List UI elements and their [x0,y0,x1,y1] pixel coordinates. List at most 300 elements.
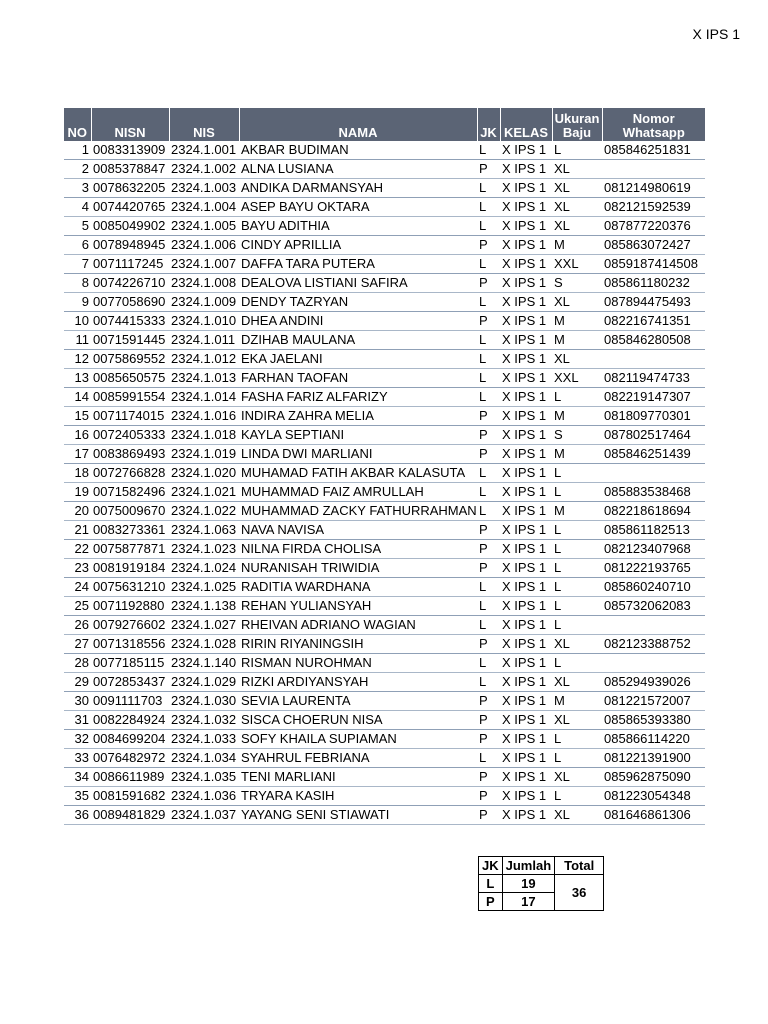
cell-nis: 2324.1.034 [169,749,239,768]
cell-ukuran-baju: L [552,616,602,635]
table-row [64,597,705,616]
cell-kelas: X IPS 1 [500,312,552,331]
cell-kelas: X IPS 1 [500,369,552,388]
cell-ukuran-baju: XL [552,160,602,179]
cell-nis: 2324.1.036 [169,787,239,806]
cell-whatsapp: 087802517464 [602,426,705,445]
cell-kelas: X IPS 1 [500,502,552,521]
table-row [64,578,705,597]
cell-nisn: 0071318556 [91,635,169,654]
table-row [64,160,705,179]
cell-whatsapp: 082123388752 [602,635,705,654]
cell-ukuran-baju: L [552,521,602,540]
cell-nisn: 0078948945 [91,236,169,255]
roster-body [64,141,705,825]
cell-ukuran-baju: L [552,483,602,502]
header-nama: NAMA [239,108,477,141]
cell-kelas: X IPS 1 [500,331,552,350]
cell-no: 9 [64,293,91,312]
summary-jk-p: P [479,893,503,911]
cell-whatsapp: 082218618694 [602,502,705,521]
table-row [64,635,705,654]
cell-ukuran-baju: L [552,787,602,806]
cell-nama: MUHAMMAD FAIZ AMRULLAH [239,483,477,502]
cell-whatsapp: 085866114220 [602,730,705,749]
cell-nisn: 0078632205 [91,179,169,198]
cell-nisn: 0081591682 [91,787,169,806]
table-row [64,236,705,255]
cell-nis: 2324.1.011 [169,331,239,350]
cell-ukuran-baju: L [552,749,602,768]
cell-nama: KAYLA SEPTIANI [239,426,477,445]
cell-ukuran-baju: XL [552,179,602,198]
cell-nisn: 0089481829 [91,806,169,825]
cell-no: 11 [64,331,91,350]
summary-jumlah-p: 17 [502,893,555,911]
cell-no: 29 [64,673,91,692]
header-ukuran-line2: Baju [562,125,592,140]
table-row [64,369,705,388]
table-row [64,350,705,369]
cell-nisn: 0082284924 [91,711,169,730]
cell-nisn: 0075877871 [91,540,169,559]
cell-no: 22 [64,540,91,559]
cell-no: 24 [64,578,91,597]
cell-kelas: X IPS 1 [500,768,552,787]
table-row [64,787,705,806]
cell-nis: 2324.1.007 [169,255,239,274]
cell-nama: SEVIA LAURENTA [239,692,477,711]
cell-nis: 2324.1.032 [169,711,239,730]
cell-whatsapp: 085294939026 [602,673,705,692]
table-row [64,274,705,293]
table-row [64,521,705,540]
cell-nis: 2324.1.009 [169,293,239,312]
cell-whatsapp: 085846280508 [602,331,705,350]
cell-no: 23 [64,559,91,578]
cell-nama: RHEIVAN ADRIANO WAGIAN [239,616,477,635]
cell-ukuran-baju: L [552,730,602,749]
cell-nisn: 0072766828 [91,464,169,483]
cell-nama: BAYU ADITHIA [239,217,477,236]
cell-jk: L [477,464,500,483]
cell-nama: SOFY KHAILA SUPIAMAN [239,730,477,749]
cell-jk: L [477,388,500,407]
cell-whatsapp: 085861182513 [602,521,705,540]
cell-nis: 2324.1.001 [169,141,239,160]
cell-jk: P [477,540,500,559]
cell-jk: P [477,711,500,730]
cell-whatsapp: 085865393380 [602,711,705,730]
cell-nama: FASHA FARIZ ALFARIZY [239,388,477,407]
cell-nisn: 0081919184 [91,559,169,578]
cell-whatsapp [602,350,705,369]
cell-no: 28 [64,654,91,673]
cell-whatsapp [602,654,705,673]
cell-ukuran-baju: M [552,236,602,255]
cell-nis: 2324.1.016 [169,407,239,426]
cell-kelas: X IPS 1 [500,255,552,274]
cell-jk: P [477,768,500,787]
cell-jk: L [477,673,500,692]
cell-kelas: X IPS 1 [500,350,552,369]
cell-kelas: X IPS 1 [500,578,552,597]
cell-jk: L [477,578,500,597]
cell-nama: NILNA FIRDA CHOLISA [239,540,477,559]
cell-whatsapp: 082216741351 [602,312,705,331]
cell-kelas: X IPS 1 [500,635,552,654]
cell-jk: L [477,502,500,521]
cell-nis: 2324.1.030 [169,692,239,711]
cell-nama: TRYARA KASIH [239,787,477,806]
cell-nis: 2324.1.023 [169,540,239,559]
cell-kelas: X IPS 1 [500,654,552,673]
cell-kelas: X IPS 1 [500,673,552,692]
table-row [64,768,705,787]
cell-nis: 2324.1.008 [169,274,239,293]
cell-jk: P [477,635,500,654]
cell-ukuran-baju: L [552,141,602,160]
cell-ukuran-baju: XL [552,673,602,692]
cell-nisn: 0074226710 [91,274,169,293]
cell-nama: MUHAMAD FATIH AKBAR KALASUTA [239,464,477,483]
cell-nama: YAYANG SENI STIAWATI [239,806,477,825]
cell-whatsapp: 087894475493 [602,293,705,312]
cell-ukuran-baju: XL [552,711,602,730]
cell-nisn: 0091111703 [91,692,169,711]
cell-jk: L [477,198,500,217]
cell-nis: 2324.1.022 [169,502,239,521]
cell-ukuran-baju: L [552,654,602,673]
cell-nisn: 0071591445 [91,331,169,350]
cell-nis: 2324.1.002 [169,160,239,179]
cell-nama: DZIHAB MAULANA [239,331,477,350]
cell-nama: RISMAN NUROHMAN [239,654,477,673]
cell-no: 8 [64,274,91,293]
cell-nis: 2324.1.014 [169,388,239,407]
cell-no: 21 [64,521,91,540]
cell-nisn: 0084699204 [91,730,169,749]
cell-nis: 2324.1.021 [169,483,239,502]
cell-ukuran-baju: L [552,597,602,616]
cell-ukuran-baju: M [552,312,602,331]
summary-jk-l: L [479,875,503,893]
cell-whatsapp: 085962875090 [602,768,705,787]
cell-nis: 2324.1.019 [169,445,239,464]
roster-header [64,108,705,141]
header-nomor-whatsapp [602,108,705,141]
cell-nama: NAVA NAVISA [239,521,477,540]
cell-no: 18 [64,464,91,483]
cell-no: 7 [64,255,91,274]
cell-whatsapp: 081809770301 [602,407,705,426]
cell-no: 34 [64,768,91,787]
cell-whatsapp: 081221391900 [602,749,705,768]
cell-nis: 2324.1.024 [169,559,239,578]
cell-nis: 2324.1.028 [169,635,239,654]
table-row [64,217,705,236]
cell-whatsapp: 085883538468 [602,483,705,502]
cell-jk: L [477,179,500,198]
cell-kelas: X IPS 1 [500,141,552,160]
cell-jk: P [477,692,500,711]
cell-nisn: 0083313909 [91,141,169,160]
cell-nama: ASEP BAYU OKTARA [239,198,477,217]
cell-no: 26 [64,616,91,635]
cell-nisn: 0072405333 [91,426,169,445]
cell-nis: 2324.1.004 [169,198,239,217]
cell-whatsapp: 082123407968 [602,540,705,559]
cell-nisn: 0085378847 [91,160,169,179]
cell-kelas: X IPS 1 [500,274,552,293]
cell-no: 3 [64,179,91,198]
cell-kelas: X IPS 1 [500,730,552,749]
cell-nis: 2324.1.003 [169,179,239,198]
cell-nama: ANDIKA DARMANSYAH [239,179,477,198]
cell-whatsapp: 085732062083 [602,597,705,616]
cell-nama: RIRIN RIYANINGSIH [239,635,477,654]
cell-no: 32 [64,730,91,749]
cell-nama: DAFFA TARA PUTERA [239,255,477,274]
cell-kelas: X IPS 1 [500,293,552,312]
cell-nama: FARHAN TAOFAN [239,369,477,388]
cell-whatsapp: 082121592539 [602,198,705,217]
student-roster-table [64,108,705,825]
cell-nama: TENI MARLIANI [239,768,477,787]
table-row [64,730,705,749]
cell-nisn: 0083273361 [91,521,169,540]
cell-jk: P [477,426,500,445]
header-ukuran-line1: Ukuran [554,111,600,126]
cell-jk: L [477,749,500,768]
cell-nis: 2324.1.013 [169,369,239,388]
table-row [64,464,705,483]
cell-nisn: 0075009670 [91,502,169,521]
cell-nisn: 0071582496 [91,483,169,502]
summary-jumlah-l: 19 [502,875,555,893]
cell-no: 10 [64,312,91,331]
cell-nama: REHAN YULIANSYAH [239,597,477,616]
table-row [64,711,705,730]
cell-nama: CINDY APRILLIA [239,236,477,255]
cell-ukuran-baju: M [552,407,602,426]
cell-jk: P [477,521,500,540]
cell-jk: L [477,654,500,673]
summary-header-jk: JK [479,857,503,875]
cell-nama: AKBAR BUDIMAN [239,141,477,160]
cell-no: 25 [64,597,91,616]
header-wa-line1: Nomor [632,111,675,126]
cell-jk: L [477,141,500,160]
cell-kelas: X IPS 1 [500,236,552,255]
cell-whatsapp [602,616,705,635]
cell-whatsapp: 082219147307 [602,388,705,407]
cell-nisn: 0083869493 [91,445,169,464]
cell-kelas: X IPS 1 [500,806,552,825]
cell-nama: ALNA LUSIANA [239,160,477,179]
cell-whatsapp: 081214980619 [602,179,705,198]
cell-nama: SYAHRUL FEBRIANA [239,749,477,768]
cell-nis: 2324.1.029 [169,673,239,692]
cell-ukuran-baju: M [552,692,602,711]
cell-nama: NURANISAH TRIWIDIA [239,559,477,578]
summary-total: 36 [555,875,604,911]
cell-whatsapp: 085861180232 [602,274,705,293]
cell-nisn: 0075869552 [91,350,169,369]
summary-header-jumlah: Jumlah [502,857,555,875]
header-kelas: KELAS [500,108,552,141]
cell-nama: DHEA ANDINI [239,312,477,331]
cell-no: 33 [64,749,91,768]
cell-no: 36 [64,806,91,825]
cell-no: 20 [64,502,91,521]
table-row [64,179,705,198]
table-row [64,445,705,464]
cell-whatsapp: 085846251439 [602,445,705,464]
header-ukuran-baju [552,108,602,141]
cell-ukuran-baju: L [552,559,602,578]
cell-whatsapp: 087877220376 [602,217,705,236]
table-row [64,426,705,445]
cell-kelas: X IPS 1 [500,388,552,407]
cell-ukuran-baju: L [552,578,602,597]
table-row [64,806,705,825]
cell-jk: L [477,255,500,274]
cell-nis: 2324.1.037 [169,806,239,825]
cell-nis: 2324.1.033 [169,730,239,749]
cell-ukuran-baju: S [552,426,602,445]
cell-no: 35 [64,787,91,806]
cell-ukuran-baju: XL [552,350,602,369]
cell-kelas: X IPS 1 [500,521,552,540]
cell-kelas: X IPS 1 [500,749,552,768]
cell-ukuran-baju: L [552,540,602,559]
table-row [64,616,705,635]
header-jk: JK [477,108,500,141]
header-nisn: NISN [91,108,169,141]
cell-whatsapp: 0859187414508 [602,255,705,274]
cell-nis: 2324.1.027 [169,616,239,635]
cell-ukuran-baju: XL [552,768,602,787]
cell-jk: L [477,331,500,350]
table-row [64,388,705,407]
gender-summary-table [478,856,604,911]
cell-kelas: X IPS 1 [500,616,552,635]
table-row [64,293,705,312]
cell-whatsapp [602,464,705,483]
cell-jk: P [477,236,500,255]
cell-ukuran-baju: XL [552,806,602,825]
cell-no: 1 [64,141,91,160]
cell-whatsapp: 081646861306 [602,806,705,825]
cell-nama: LINDA DWI MARLIANI [239,445,477,464]
cell-nisn: 0085650575 [91,369,169,388]
header-nis: NIS [169,108,239,141]
cell-nama: SISCA CHOERUN NISA [239,711,477,730]
table-row [64,540,705,559]
cell-no: 2 [64,160,91,179]
cell-ukuran-baju: M [552,445,602,464]
cell-whatsapp: 082119474733 [602,369,705,388]
cell-jk: L [477,597,500,616]
cell-ukuran-baju: L [552,388,602,407]
cell-kelas: X IPS 1 [500,597,552,616]
cell-jk: P [477,787,500,806]
cell-no: 14 [64,388,91,407]
summary-header-total: Total [555,857,604,875]
table-row [64,483,705,502]
cell-whatsapp: 085863072427 [602,236,705,255]
cell-nama: RIZKI ARDIYANSYAH [239,673,477,692]
cell-kelas: X IPS 1 [500,559,552,578]
cell-nisn: 0076482972 [91,749,169,768]
cell-kelas: X IPS 1 [500,426,552,445]
cell-jk: P [477,559,500,578]
cell-whatsapp: 085846251831 [602,141,705,160]
cell-nama: DEALOVA LISTIANI SAFIRA [239,274,477,293]
cell-nisn: 0086611989 [91,768,169,787]
cell-jk: L [477,369,500,388]
table-row [64,141,705,160]
table-row [64,749,705,768]
cell-no: 27 [64,635,91,654]
cell-no: 12 [64,350,91,369]
cell-no: 30 [64,692,91,711]
cell-jk: P [477,445,500,464]
cell-kelas: X IPS 1 [500,407,552,426]
cell-nis: 2324.1.063 [169,521,239,540]
cell-no: 4 [64,198,91,217]
table-row [64,673,705,692]
cell-nama: EKA JAELANI [239,350,477,369]
cell-jk: L [477,293,500,312]
cell-kelas: X IPS 1 [500,198,552,217]
cell-jk: L [477,483,500,502]
cell-no: 6 [64,236,91,255]
cell-no: 5 [64,217,91,236]
table-row [64,654,705,673]
cell-ukuran-baju: XXL [552,255,602,274]
cell-jk: P [477,730,500,749]
cell-nis: 2324.1.010 [169,312,239,331]
cell-nisn: 0077058690 [91,293,169,312]
cell-whatsapp: 081223054348 [602,787,705,806]
cell-kelas: X IPS 1 [500,483,552,502]
cell-whatsapp: 085860240710 [602,578,705,597]
cell-no: 19 [64,483,91,502]
cell-nis: 2324.1.138 [169,597,239,616]
cell-whatsapp: 081222193765 [602,559,705,578]
cell-jk: L [477,217,500,236]
cell-jk: L [477,350,500,369]
table-row [64,331,705,350]
cell-nisn: 0079276602 [91,616,169,635]
cell-ukuran-baju: XL [552,198,602,217]
cell-nisn: 0074415333 [91,312,169,331]
cell-whatsapp [602,160,705,179]
cell-kelas: X IPS 1 [500,464,552,483]
cell-nisn: 0075631210 [91,578,169,597]
table-row [64,407,705,426]
cell-jk: P [477,806,500,825]
cell-kelas: X IPS 1 [500,217,552,236]
cell-ukuran-baju: L [552,464,602,483]
cell-nis: 2324.1.035 [169,768,239,787]
cell-kelas: X IPS 1 [500,787,552,806]
header-no: NO [64,108,91,141]
cell-nisn: 0071117245 [91,255,169,274]
cell-jk: P [477,160,500,179]
